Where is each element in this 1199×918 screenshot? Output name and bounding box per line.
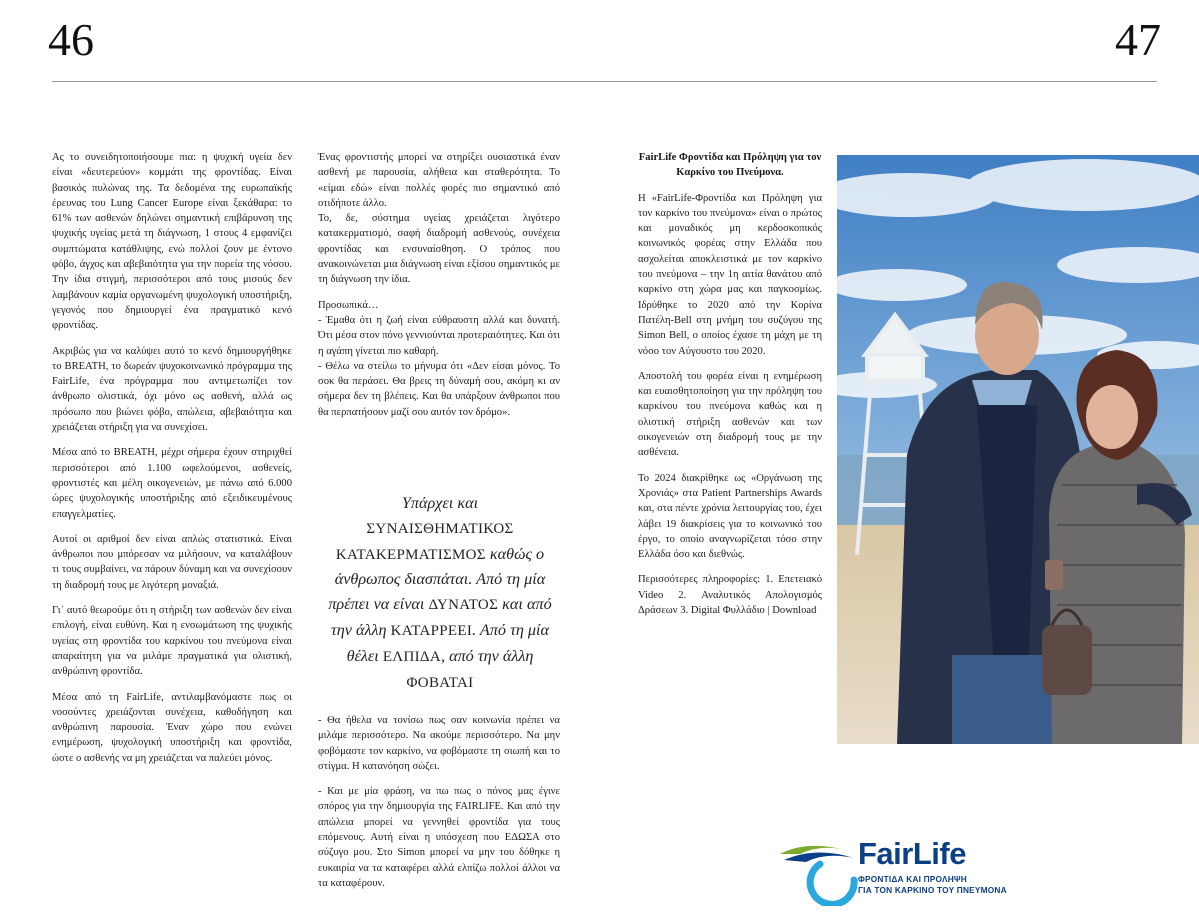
- page-number-left: 46: [48, 14, 94, 65]
- pull-quote-emphasis: ΔΥΝΑΤΟΣ: [428, 597, 499, 614]
- paragraph: Προσωπικά…: [318, 299, 379, 311]
- paragraph: - Θέλω να στείλω το μήνυμα ότι «Δεν είσαι μόνος. Το σοκ θα περάσει. Θα βρεις τη δύναμή σου, ακόμη κι αν σήμερα δεν τη βλέπεις. Και θα υπάρξουν άνθρωποι που θα περπατήσουν μαζί σου αυτόν τον δρόμο».: [318, 360, 560, 418]
- logo-tagline-line1: ΦΡΟΝΤΙΔΑ ΚΑΙ ΠΡΟΛΗΨΗ: [858, 874, 968, 884]
- sidebar-heading: FairLife Φροντίδα και Πρόληψη για τον Καρκίνο του Πνεύμονα.: [638, 152, 822, 179]
- paragraph: - Και με μία φράση, να πω πως ο πόνος μας έγινε σπόρος για την δημιουργία της FAIRLIFE. Και από την απώλεια μπορεί να γεννηθεί φροντίδα για τους επόμενους. Αυτή είναι η υπόσχεση που ΕΔΩΣΑ στο σύζυγο μου. Στο Simon μπορεί να μην του δόθηκε η ευκαιρία να τα καταφέρει αλλά ελπίζω πολλοί άλλοι να τα καταφέρουν.: [318, 786, 560, 889]
- pull-quote: [320, 491, 560, 695]
- info-links: Περισσότερες πληροφορίες: 1. Επετειακό Video 2. Αναλυτικός Απολογισμός Δράσεων 3. Digital Φυλλάδιο | Download: [638, 574, 822, 617]
- pull-quote-emphasis: ΕΛΠΙΔΑ: [382, 648, 441, 665]
- paragraph: Αποστολή του φορέα είναι η ενημέρωση και ευαισθητοποίηση για την πρόληψη του καρκίνου του πνεύμονα καθώς και η ολιστική στήριξη ασθενών και των οικογενειών στη διαδρομή τους με την ασθένεια.: [638, 370, 822, 459]
- sidebar-column: [638, 150, 822, 628]
- pull-quote-text: . Από τη μία θέλει: [346, 620, 550, 665]
- paragraph: Ακριβώς για να καλύψει αυτό το κενό δημιουργήθηκε το BREATH, το δωρεάν ψυχοκοινωνικό πρόγραμμα της FairLife, ένα πρόγραμμα που αντιμετωπίζει τον άνθρωπο ολιστικά, όχι μόνο ως ασθενή, αλλά ως πρόσωπο που βιώνει φόβο, απώλεια, αβεβαιότητα και χρειάζεται στήριξη για να συνεχίσει.: [52, 345, 292, 434]
- pull-quote-text: Υπάρχει και: [401, 494, 479, 512]
- paragraph: Η «FairLife-Φροντίδα και Πρόληψη για τον καρκίνο του πνεύμονα» είναι ο πρώτος και μοναδικός μη κερδοσκοπικός κοινωνικός φορέας στην Ελλάδα που ασχολείται αποκλειστικά με τον καρκίνο του πνεύμονα – την 1η αιτία θανάτου από καρκίνο στη χώρα μας και παγκοσμίως. Ιδρύθηκε το 2020 από την Κορίνα Πατέλη-Bell στη μνήμη του συζύγου της Simon Bell, ο οποίος έχασε τη μάχη με τη νόσο τον Αύγουστο του 2020.: [638, 192, 822, 357]
- paragraph: Το, δε, σύστημα υγείας χρειάζεται λιγότερο κατακερματισμό, σαφή διαδρομή ασθενούς, συνέχεια φροντίδας και ενσυναίσθηση. Ο τρόπος που ανακοινώνεται μια διάγνωση είναι εξίσου σημαντικός με τη διάγνωση την ίδια.: [318, 213, 560, 286]
- paragraph: Ένας φροντιστής μπορεί να στηρίξει ουσιαστικά έναν ασθενή με παρουσία, αλήθεια και σταθερότητα. Το «είμαι εδώ» είναι πολλές φορές πιο σημαντικό από οτιδήποτε άλλο.: [318, 152, 560, 209]
- logo-tagline-line2: ΓΙΑ ΤΟΝ ΚΑΡΚΙΝΟ ΤΟΥ ΠΝΕΥΜΟΝΑ: [858, 884, 1007, 895]
- article-column-1: [52, 150, 292, 776]
- paragraph: Γι᾽ αυτό θεωρούμε ότι η στήριξη των ασθενών δεν είναι επιλογή, είναι ευθύνη. Και η ενσωμάτωση της ψυχικής υγείας στη φροντίδα του καρκίνου του πνεύμονα είναι απαραίτητη για να μιλάμε πραγματικά για ολιστική, ανθρώπινη φροντίδα.: [52, 605, 292, 678]
- pull-quote-text: καθώς ο άνθρωπος διασπάται. Από τη μία πρέπει να είναι: [328, 544, 546, 614]
- couple-photo-illustration: [837, 155, 1199, 744]
- pull-quote-emphasis: ΣΥΝΑΙΣΘΗΜΑΤΙΚΟΣ: [366, 520, 514, 537]
- pull-quote-text: και από την άλλη: [330, 595, 552, 639]
- pull-quote-emphasis: ΦΟΒΑΤΑΙ: [406, 674, 474, 691]
- paragraph: Ας το συνειδητοποιήσουμε πια: η ψυχική υγεία δεν είναι «δευτερεύον» κομμάτι της φροντίδας. Είναι βασικός πυλώνας της. Τα δεδομένα της ευρωπαϊκής έρευνας του Lung Cancer Europe είναι ξεκάθαρα: το 61% των ασθενών δηλώνει σημαντική επιβάρυνση της ψυχικής υγείας μετά τη διάγνωση, 1 στους 4 εμφανίζει συμπτώματα κατάθλιψης, ενώ πολλοί ζουν με έντονο φόβο, άγχος και αβεβαιότητα για την πορεία της νόσου. Την ίδια στιγμή, περισσότεροι από τους μισούς δεν λαμβάνουν καμία οργανωμένη ψυχολογική υποστήριξη, γεγονός που δημιουργεί ένα πραγματικό κενό φροντίδας.: [52, 152, 292, 332]
- pull-quote-emphasis: ΚΑΤΑΡΡΕΕΙ: [390, 622, 473, 639]
- header-rule-right: [596, 81, 1157, 82]
- paragraph: Μέσα από τη FairLife, αντιλαμβανόμαστε πως οι νοσούντες χρειάζονται συνέχεια, καθοδήγηση και ανθρώπινη παρουσία. Έναν χώρο που ενώνει ενημέρωση, ψυχολογική υποστήριξη και φροντίδα, ώστε ο ασθενής να μη χρειάζεται να παλεύει μόνος.: [52, 691, 292, 764]
- couple-photo: [837, 155, 1199, 744]
- pull-quote-emphasis: ΚΑΤΑΚΕΡΜΑΤΙΣΜΟΣ: [335, 546, 486, 563]
- paragraph: - Έμαθα ότι η ζωή είναι εύθραυστη αλλά και δυνατή. Ότι μέσα στον πόνο γεννιούνται προτεραιότητες. Και ότι η αγάπη γίνεται πιο καθαρή.: [318, 314, 560, 357]
- paragraph: Το 2024 διακρίθηκε ως «Οργάνωση της Χρονιάς» στα Patient Partnerships Awards και, στα πέντε χρόνια λειτουργίας του, έχει λάβει 19 διακρίσεις για το κοινωνικό του έργο, το οποίο αναγνωρίζεται τόσο στην Ελλάδα όσο και διεθνώς.: [638, 472, 822, 561]
- article-column-2: [318, 150, 560, 430]
- pull-quote-text: , από την άλλη: [440, 646, 534, 665]
- paragraph: Αυτοί οι αριθμοί δεν είναι απλώς στατιστικά. Είναι άνθρωποι που μπόρεσαν να μιλήσουν, να καταλάβουν τι τους συμβαίνει, να πάρουν δύναμη και να συνεχίσουν τη διαδρομή τους με λιγότερη μοναξιά.: [52, 533, 292, 591]
- header-rule-left: [52, 81, 596, 82]
- paragraph: - Θα ήθελα να τονίσω πως σαν κοινωνία πρέπει να μιλάμε περισσότερο. Να ακούμε περισσότερο. Να μην φοβόμαστε τον καρκίνο, να φοβόμαστε τη σιωπή και το στίγμα. Η κατανόηση σώζει.: [318, 715, 560, 772]
- page-number-right: 47: [1115, 14, 1161, 65]
- fairlife-logo-wordmark: FairLife: [858, 836, 966, 871]
- fairlife-logo-tagline: [858, 874, 1007, 895]
- article-column-2-bottom: [318, 713, 560, 901]
- paragraph: Μέσα από το BREATH, μέχρι σήμερα έχουν στηριχθεί περισσότεροι από 1.100 ωφελούμενοι, ασθενείς, φροντιστές και μέλη οικογενειών, με πάνω από 6.000 ώρες ψυχολογικής υποστήριξης από εξειδικευμένους επαγγελματίες.: [52, 447, 292, 520]
